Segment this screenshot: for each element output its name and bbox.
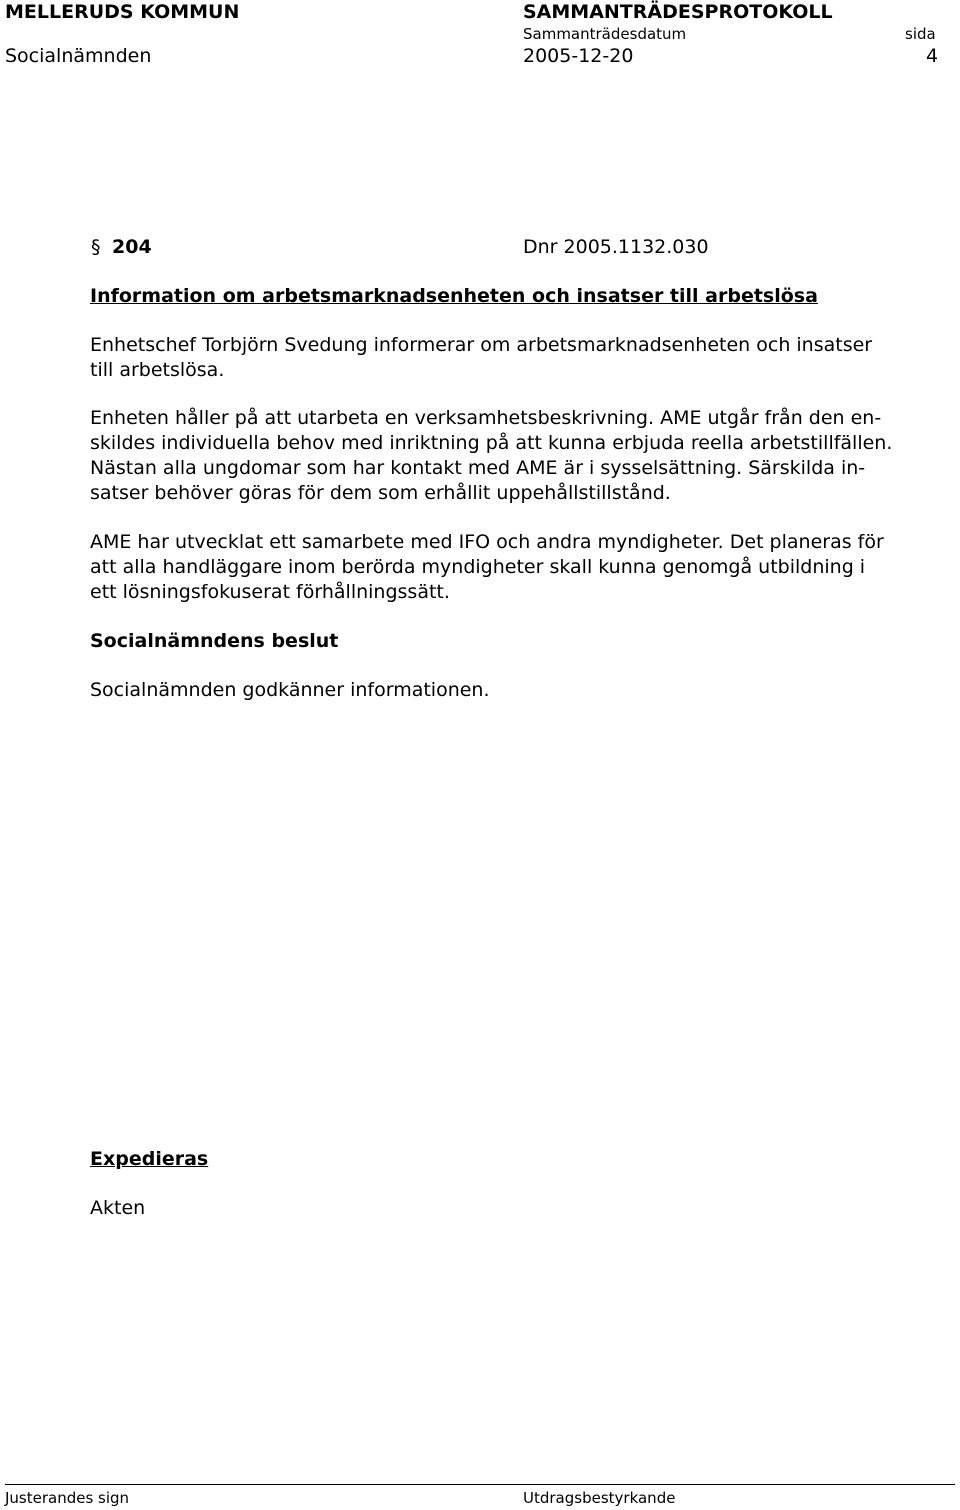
section-symbol: §: [91, 236, 101, 258]
dnr-reference: Dnr 2005.1132.030: [523, 236, 709, 258]
expedieras-heading: Expedieras: [90, 1148, 209, 1170]
page-label: sida: [905, 25, 936, 43]
paragraph-2: [90, 406, 950, 506]
paragraph-line: satser behöver göras för dem som erhållit uppehållstillstånd.: [90, 482, 671, 504]
item-number: 204: [112, 236, 152, 258]
decision-heading: Socialnämndens beslut: [90, 630, 339, 652]
item-title: Information om arbetsmarknadsenheten och insatser till arbetslösa: [90, 285, 818, 307]
paragraph-1: [90, 333, 950, 383]
paragraph-3: [90, 530, 950, 605]
paragraph-line: till arbetslösa.: [90, 359, 225, 381]
paragraph-line: Enhetschef Torbjörn Svedung informerar om arbetsmarknadsenheten och insatser: [90, 334, 873, 356]
paragraph-line: AME har utvecklat ett samarbete med IFO och andra myndigheter. Det planeras för: [90, 531, 884, 553]
decision-text: Socialnämnden godkänner informationen.: [90, 679, 490, 701]
utdragsbestyrkande-label: Utdragsbestyrkande: [523, 1489, 676, 1507]
document-type: SAMMANTRÄDESPROTOKOLL: [523, 1, 833, 23]
date-label: Sammanträdesdatum: [523, 25, 687, 43]
paragraph-line: Enheten håller på att utarbeta en verksamhetsbeskrivning. AME utgår från den en-: [90, 407, 882, 429]
justerandes-sign-label: Justerandes sign: [5, 1489, 130, 1507]
page-number: 4: [926, 45, 939, 67]
paragraph-line: ett lösningsfokuserat förhållningssätt.: [90, 581, 450, 603]
footer-divider: [5, 1484, 955, 1485]
expedieras-recipient: Akten: [90, 1197, 146, 1219]
org-name: MELLERUDS KOMMUN: [5, 1, 240, 23]
committee-name: Socialnämnden: [5, 45, 152, 67]
paragraph-line: att alla handläggare inom berörda myndigheter skall kunna genomgå utbildning i: [90, 556, 866, 578]
meeting-date: 2005-12-20: [523, 45, 634, 67]
paragraph-line: Nästan alla ungdomar som har kontakt med AME är i sysselsättning. Särskilda in-: [90, 457, 866, 479]
paragraph-line: skildes individuella behov med inriktning på att kunna erbjuda reella arbetstillfällen.: [90, 432, 893, 454]
